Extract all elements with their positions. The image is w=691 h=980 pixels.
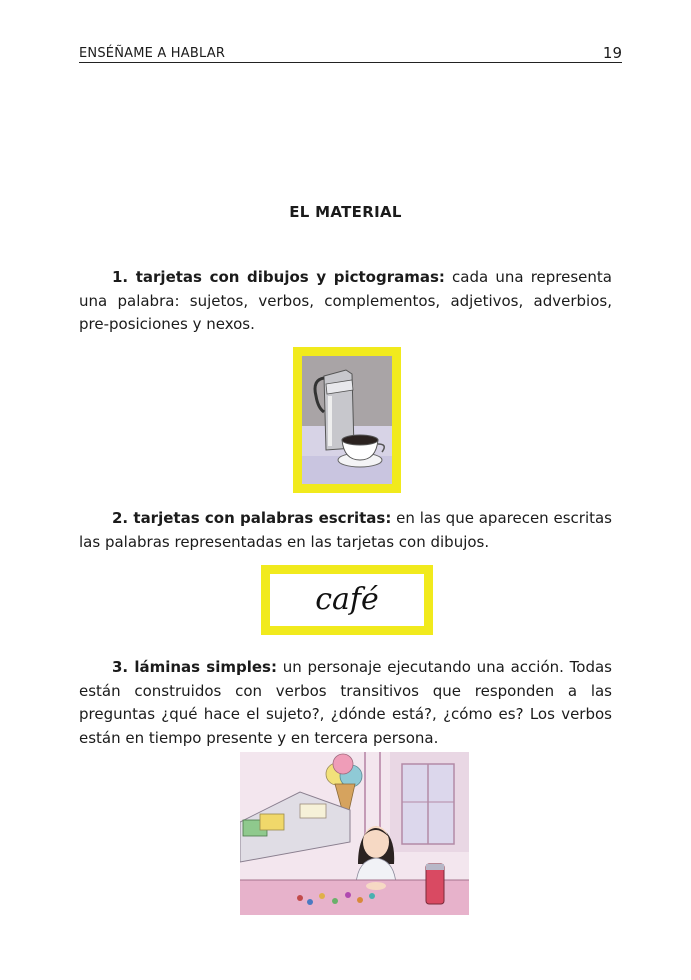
paragraph-item-3 — [79, 656, 612, 750]
item-3-text: un personaje ejecutando una acción. Todas están construidos con verbos transitivos que responden a las preguntas ¿qué hace el sujeto?, ¿dónde está?, ¿cómo es? Los verbos están en tiempo presente y en tercera persona. — [79, 658, 612, 747]
header-title: ENSÉÑAME A HABLAR — [79, 46, 226, 61]
item-2-text: en las que aparecen escritas las palabras representadas en las tarjetas con dibujos. — [79, 509, 612, 551]
item-1-text: cada una representa una palabra: sujetos, verbos, complementos, adjetivos, adverbios, pre-posiciones y nexos. — [79, 268, 612, 333]
paragraph-item-1 — [79, 266, 612, 337]
page-number: 19 — [602, 44, 622, 62]
running-header — [79, 44, 622, 63]
word-card — [261, 565, 433, 635]
picture-card-coffee — [293, 347, 401, 493]
item-3-lead: 3. láminas simples: — [112, 658, 277, 676]
coffee-illustration — [302, 356, 392, 484]
word-card-inner — [270, 574, 424, 626]
word-card-text: café — [315, 582, 379, 617]
item-2-lead: 2. tarjetas con palabras escritas: — [112, 509, 392, 527]
item-1-lead: 1. tarjetas con dibujos y pictogramas: — [112, 268, 445, 286]
scene-illustration — [240, 752, 469, 915]
paragraph-item-2 — [79, 507, 612, 554]
section-title: EL MATERIAL — [289, 203, 402, 221]
